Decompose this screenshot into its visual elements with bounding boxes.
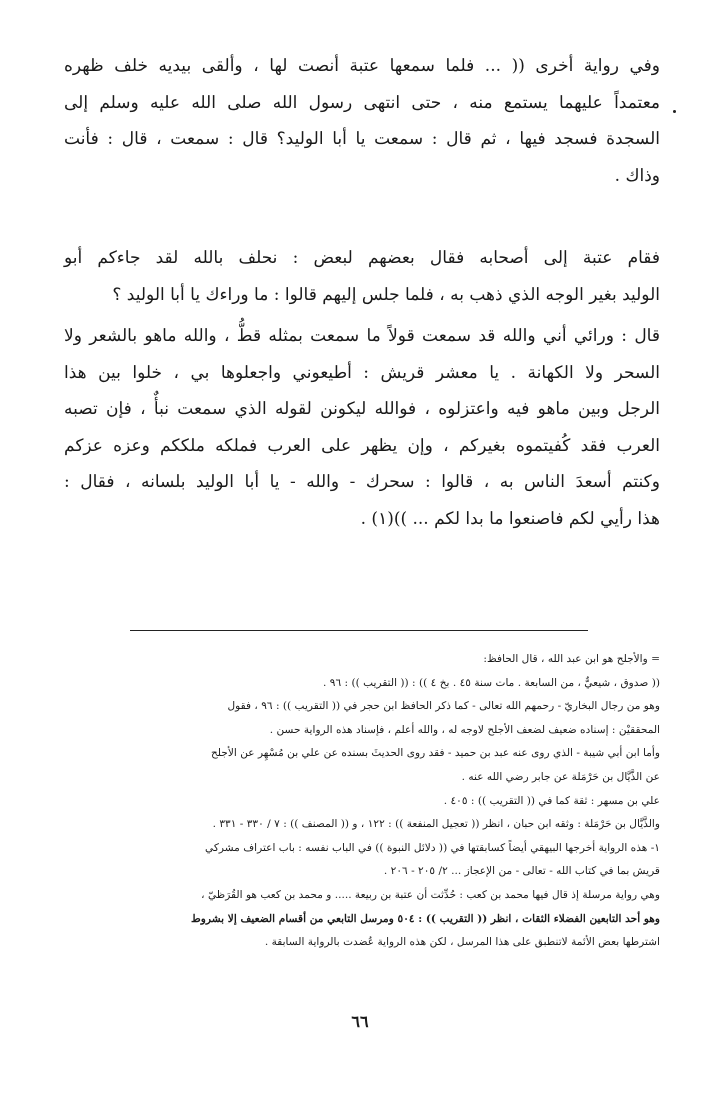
text-line: فقام عتبة إلى أصحابه فقال بعضهم لبعض : نحلف بالله لقد جاءكم أبو xyxy=(64,248,660,268)
footnote-line: ١- هذه الرواية أخرجها البيهقي أيضاً كسابقتها في (( دلائل النبوة )) في الباب نفسه : باب اعتراف مشركي xyxy=(204,841,660,854)
footnote-line: والذَّيَّال بن حَرْمَلة : وثقه ابن حبان ، انظر (( تعجيل المنفعة )) : ١٢٢ ، و (( المصنف )) : ٧ / ٣٣٠ - ٣٣١ . xyxy=(212,818,660,831)
footnote-line: عن الذَّيَّال بن حَرْمَلة عن جابر رضي الله عنه . xyxy=(461,770,660,783)
text-line: الرجل وبين ماهو فيه واعتزلوه ، فوالله ليكونن لقوله الذي سمعت نبأٌ ، فإن تصبه xyxy=(64,399,660,419)
paragraph-3 xyxy=(64,318,660,537)
text-line: الوليد بغير الوجه الذي ذهب به ، فلما جلس إليهم قالوا : ما وراءك يا أبا الوليد ؟ xyxy=(112,284,660,305)
paragraph-1 xyxy=(64,48,660,194)
page-number: ٦٦ xyxy=(351,1012,369,1031)
footnote-line: وهو أحد التابعين الفضلاء الثقات ، انظر (( التقريب )) : ٥٠٤ ومرسل التابعي من أقسام الضعيف إلا بشروط xyxy=(190,912,660,925)
footnote-line: وهو من رجال البخاريّ - رحمهم الله تعالى - كما ذكر الحافظ ابن حجر في (( التقريب )) : ٩٦ ، فقول xyxy=(227,700,660,713)
footnote-line: علي بن مسهر : ثقة كما في (( التقريب )) : ٤٠٥ . xyxy=(443,794,660,807)
footnote-line: اشترطها بعض الأئمة لاتنطبق على هذا المرسل ، لكن هذه الرواية عُضدت بالرواية السابقة . xyxy=(264,936,660,949)
text-line: السجدة فسجد فيها ، ثم قال : سمعت يا أبا الوليد؟ قال : سمعت ، قال : فأنت xyxy=(64,129,660,149)
footnote-divider xyxy=(130,630,588,631)
text-line: السحر ولا الكهانة . يا معشر قريش : أطيعوني واجعلوها بي ، خلوا بين هذا xyxy=(64,362,660,383)
text-line: معتمداً عليهما يستمع منه ، حتى انتهى رسول الله صلى الله عليه وسلم إلى xyxy=(64,92,660,113)
footnote-line: (( صدوق ، شيعيٌّ ، من السابعة . مات سنة ٤٥ . بخ ٤ )) : (( التقريب )) : ٩٦ . xyxy=(323,676,660,689)
text-line: وفي رواية أخرى (( ... فلما سمعها عتبة أنصت لها ، وألقى بيديه خلف ظهره xyxy=(64,56,660,76)
text-line: قال : ورائي أني والله قد سمعت قولاً ما سمعت بمثله قطُّ ، والله ماهو بالشعر ولا xyxy=(64,326,660,346)
footnote-line: وأما ابن أبي شيبة - الذي روى عنه عبد بن حميد - فقد روى الحديثَ بسنده عن علي بن مُسْهِر عن الأجلح xyxy=(210,747,660,760)
text-line: وذاك . xyxy=(614,165,660,186)
text-line: العرب فقد كُفيتموه بغيركم ، وإن يظهر على العرب فملكه ملككم وعزه عزكم xyxy=(64,435,660,456)
text-line: هذا رأيي لكم فاصنعوا ما بدا لكم ... ))(١) . xyxy=(360,508,660,529)
text-line: وكنتم أسعدَ الناس به ، قالوا : سحرك - والله - يا أبا الوليد بلسانه ، فقال : xyxy=(64,472,660,492)
footnote-line: = والأجلح هو ابن عبد الله ، قال الحافظ: xyxy=(483,653,660,665)
footnote-line: المحققيْن : إسناده ضعيف لضعف الأجلح لاوجه له ، والله أعلم ، فإسناد هذه الرواية حسن . xyxy=(269,723,660,736)
paragraph-2 xyxy=(64,240,660,313)
margin-mark xyxy=(673,110,676,113)
footnote-line: وهي رواية مرسلة إذ قال فيها محمد بن كعب : حُدِّثت أن عتبة بن ربيعة ..... و محمد بن كعب هو القُرَظيّ ، xyxy=(201,888,660,901)
footnotes xyxy=(86,648,660,955)
footnote-line: قريش بما في كتاب الله - تعالى - من الإعجاز ... ٢/ ٢٠٥ - ٢٠٦ . xyxy=(383,865,660,878)
